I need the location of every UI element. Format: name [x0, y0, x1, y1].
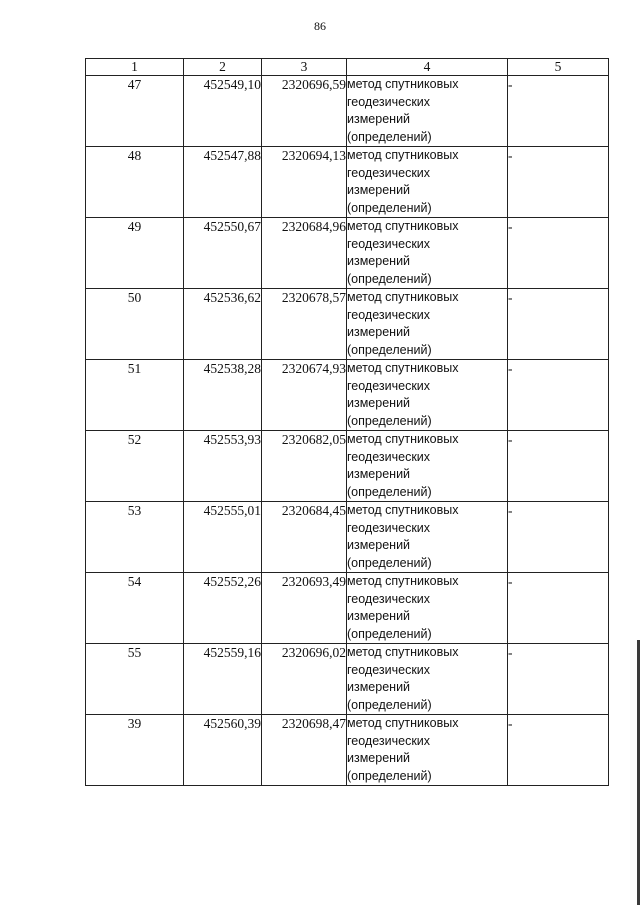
x-coordinate-cell: 452555,01	[184, 502, 262, 573]
table-row	[86, 502, 609, 573]
x-coordinate-cell: 452547,88	[184, 147, 262, 218]
method-text-line: метод спутниковых	[347, 645, 459, 659]
table-row	[86, 76, 609, 147]
y-coordinate-cell: 2320674,93	[262, 360, 347, 431]
y-coordinate-cell: 2320696,02	[262, 644, 347, 715]
note-cell: -	[508, 147, 609, 218]
method-text-line: измерений	[347, 396, 411, 410]
method-text-line: (определений)	[347, 271, 432, 286]
method-text-line: (определений)	[347, 697, 432, 712]
method-cell	[347, 289, 508, 360]
table-row	[86, 218, 609, 289]
column-header: 1	[86, 59, 184, 76]
table-row	[86, 289, 609, 360]
method-text-line: метод спутниковых	[347, 77, 459, 91]
method-cell	[347, 431, 508, 502]
method-text-line: геодезических	[347, 236, 431, 251]
method-cell	[347, 360, 508, 431]
method-text-line: метод спутниковых	[347, 574, 459, 588]
method-text-line: (определений)	[347, 626, 432, 641]
method-text-line: геодезических	[347, 165, 431, 180]
method-text-line: измерений	[347, 325, 411, 339]
column-header: 4	[347, 59, 508, 76]
table-row	[86, 644, 609, 715]
method-text-line: геодезических	[347, 733, 431, 748]
table-row	[86, 715, 609, 786]
x-coordinate-cell: 452553,93	[184, 431, 262, 502]
method-text-line: измерений	[347, 680, 411, 694]
method-text-line: измерений	[347, 112, 411, 126]
page-number: 86	[314, 19, 326, 33]
point-number-cell: 49	[86, 218, 184, 289]
method-text-line: метод спутниковых	[347, 219, 459, 233]
method-text-line: геодезических	[347, 94, 431, 109]
y-coordinate-cell: 2320693,49	[262, 573, 347, 644]
note-cell: -	[508, 289, 609, 360]
method-text-line: геодезических	[347, 307, 431, 322]
method-text-line: геодезических	[347, 449, 431, 464]
note-cell: -	[508, 715, 609, 786]
method-text-line: измерений	[347, 183, 411, 197]
point-number-cell: 55	[86, 644, 184, 715]
x-coordinate-cell: 452559,16	[184, 644, 262, 715]
method-cell	[347, 147, 508, 218]
method-text-line: измерений	[347, 467, 411, 481]
method-text-line: метод спутниковых	[347, 290, 459, 304]
point-number-cell: 39	[86, 715, 184, 786]
method-text-line: (определений)	[347, 768, 432, 783]
method-text-line: (определений)	[347, 484, 432, 499]
note-cell: -	[508, 502, 609, 573]
y-coordinate-cell: 2320684,96	[262, 218, 347, 289]
table-body	[86, 76, 609, 786]
y-coordinate-cell: 2320698,47	[262, 715, 347, 786]
method-text-line: (определений)	[347, 200, 432, 215]
note-cell: -	[508, 360, 609, 431]
method-text-line: метод спутниковых	[347, 148, 459, 162]
point-number-cell: 48	[86, 147, 184, 218]
method-text-line: метод спутниковых	[347, 361, 459, 375]
y-coordinate-cell: 2320682,05	[262, 431, 347, 502]
table-row	[86, 573, 609, 644]
point-number-cell: 51	[86, 360, 184, 431]
y-coordinate-cell: 2320694,13	[262, 147, 347, 218]
method-text-line: геодезических	[347, 591, 431, 606]
note-cell: -	[508, 573, 609, 644]
method-text-line: измерений	[347, 538, 411, 552]
column-header: 5	[508, 59, 609, 76]
y-coordinate-cell: 2320678,57	[262, 289, 347, 360]
point-number-cell: 50	[86, 289, 184, 360]
point-number-cell: 54	[86, 573, 184, 644]
method-cell	[347, 573, 508, 644]
method-text-line: измерений	[347, 254, 411, 268]
note-cell: -	[508, 644, 609, 715]
table-row	[86, 147, 609, 218]
method-text-line: (определений)	[347, 342, 432, 357]
method-text-line: (определений)	[347, 129, 432, 144]
column-header: 2	[184, 59, 262, 76]
table-header-row	[86, 59, 609, 76]
table-row	[86, 360, 609, 431]
column-header: 3	[262, 59, 347, 76]
x-coordinate-cell: 452560,39	[184, 715, 262, 786]
x-coordinate-cell: 452550,67	[184, 218, 262, 289]
point-number-cell: 47	[86, 76, 184, 147]
x-coordinate-cell: 452549,10	[184, 76, 262, 147]
note-cell: -	[508, 76, 609, 147]
method-text-line: измерений	[347, 751, 411, 765]
method-text-line: геодезических	[347, 662, 431, 677]
table-row	[86, 431, 609, 502]
point-number-cell: 53	[86, 502, 184, 573]
method-cell	[347, 76, 508, 147]
method-text-line: метод спутниковых	[347, 503, 459, 517]
note-cell: -	[508, 218, 609, 289]
point-number-cell: 52	[86, 431, 184, 502]
method-text-line: метод спутниковых	[347, 716, 459, 730]
method-text-line: метод спутниковых	[347, 432, 459, 446]
note-cell: -	[508, 431, 609, 502]
coordinates-table	[85, 58, 609, 786]
y-coordinate-cell: 2320684,45	[262, 502, 347, 573]
y-coordinate-cell: 2320696,59	[262, 76, 347, 147]
method-text-line: геодезических	[347, 520, 431, 535]
method-text-line: измерений	[347, 609, 411, 623]
method-text-line: геодезических	[347, 378, 431, 393]
method-text-line: (определений)	[347, 555, 432, 570]
method-cell	[347, 502, 508, 573]
x-coordinate-cell: 452536,62	[184, 289, 262, 360]
method-cell	[347, 218, 508, 289]
method-cell	[347, 715, 508, 786]
x-coordinate-cell: 452538,28	[184, 360, 262, 431]
method-cell	[347, 644, 508, 715]
method-text-line: (определений)	[347, 413, 432, 428]
x-coordinate-cell: 452552,26	[184, 573, 262, 644]
